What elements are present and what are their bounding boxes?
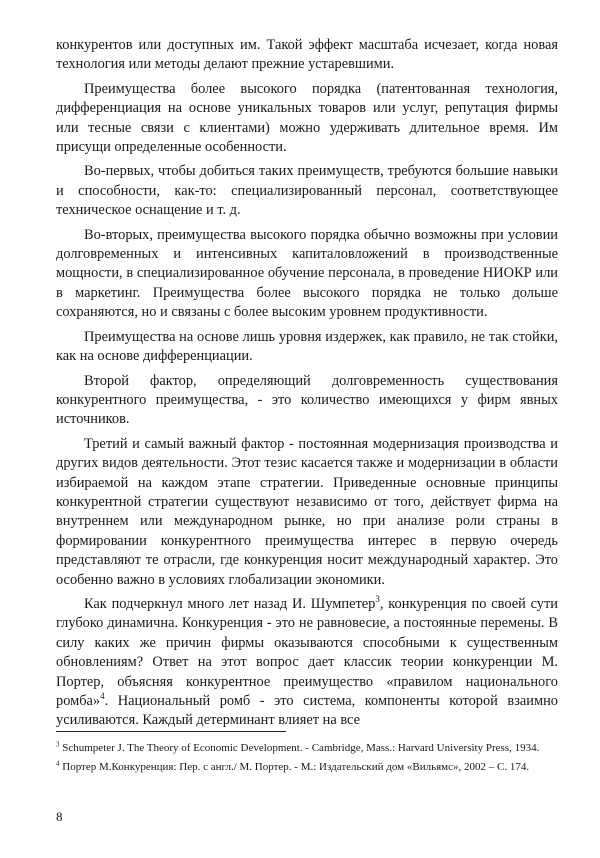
paragraph-6: Второй фактор, определяющий долговременность существования конкурентного преимущества, - это количество имеющихся у фирм явных источников. xyxy=(56,372,558,428)
paragraph-8-part-1: Как подчеркнул много лет назад И. Шумпетер xyxy=(84,595,376,612)
paragraph-1: конкурентов или доступных им. Такой эффект масштаба исчезает, когда новая технология или методы делают прежние устаревшими. xyxy=(56,37,558,73)
paragraph-7: Третий и самый важный фактор - постоянная модернизация производства и других видов деятельности. Этот тезис касается также и модернизации в области избираемой на каждом этапе стратегии. Приведенные основные принципы конкурентной стратегии существуют независимо от того, действует фирма на внутреннем или международном рынке, но при анализе роли страны в формировании конкурентного преимущества интерес в первую очередь представляют те отрасли, где конкуренция носит международный характер. Это особенно важно в условиях глобализации экономики. xyxy=(56,435,558,588)
footnote-3-text: Schumpeter J. The Theory of Economic Development. - Cambridge, Mass.: Harvard University Press, 1934. xyxy=(59,742,540,754)
paragraph-8 xyxy=(56,595,558,731)
paragraph-2: Преимущества более высокого порядка (патентованная технология, дифференциация на основе уникальных товаров или услуг, репутация фирмы или тесные связи с клиентами) можно удерживать длительное время. Им присущи определенные особенности. xyxy=(56,80,558,156)
page-number: 8 xyxy=(56,809,63,824)
paragraph-4: Во-вторых, преимущества высокого порядка обычно возможны при условии долговременных и интенсивных капиталовложений в производственные мощности, в специализированное обучение персонала, в проведение НИОКР или в маркетинг. Преимущества более высокого порядка не только дольше сохраняются, но и связаны с более высоким уровнем продуктивности. xyxy=(56,226,558,321)
footnote-ref-4[interactable]: 4 xyxy=(100,691,105,702)
footnote-ref-3[interactable]: 3 xyxy=(375,594,380,605)
footnote-mark-4: 4 xyxy=(56,758,60,767)
paragraph-8-part-3: . Национальный ромб - это система, компоненты которой взаимно усиливаются. Каждый детерминант влияет на все xyxy=(56,693,558,729)
paragraph-3: Во-первых, чтобы добиться таких преимуществ, требуются большие навыки и способности, как-то: специализированный персонал, соответствующее техническое оснащение и т. д. xyxy=(56,163,558,219)
footnote-divider xyxy=(56,731,286,732)
footnote-3 xyxy=(56,741,558,756)
page-body xyxy=(56,36,558,736)
paragraph-5: Преимущества на основе лишь уровня издержек, как правило, не так стойки, как на основе дифференциации. xyxy=(56,328,558,365)
paragraph-8-part-2: , конкуренция по своей сути глубоко динамична. Конкуренция - это не равновесие, а постоянные перемены. В силу каких же причин фирмы оказываются способными к существенным обновлениям? Ответ на этот вопрос дает классик теории конкуренции М. Портер, объясняя конкурентное преимущество «правилом национального ромба» xyxy=(56,595,558,709)
footnote-4-text: Портер М.Конкуренция: Пер. с англ./ М. Портер. - М.: Издательский дом «Вильямс», 2002 – С. 174. xyxy=(59,760,530,773)
footnote-4 xyxy=(56,760,558,775)
footnotes xyxy=(56,741,558,778)
footnote-mark-3: 3 xyxy=(56,740,60,749)
